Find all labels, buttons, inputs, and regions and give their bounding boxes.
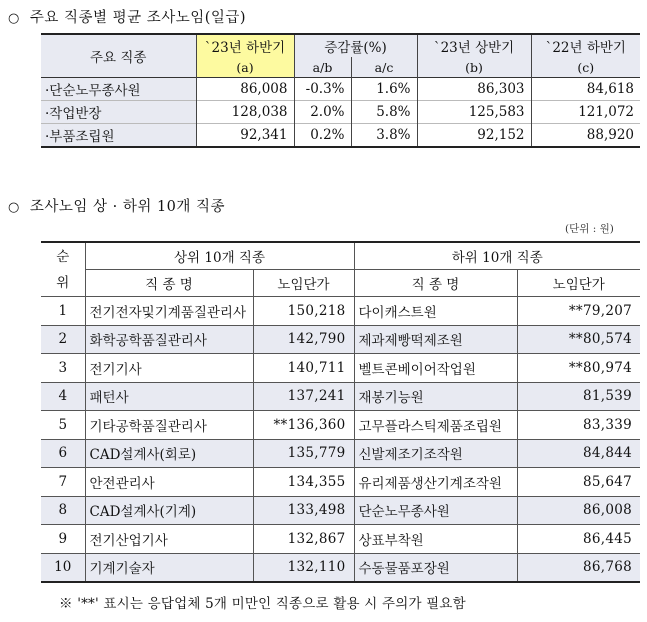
- header-rank-line1: 순: [56, 248, 70, 265]
- table-row: [41, 354, 640, 383]
- circle-bullet-icon: ○: [8, 200, 20, 215]
- rank-cell: 1: [41, 297, 85, 326]
- table-row: [41, 124, 640, 148]
- top-job-name: 전기기사: [85, 354, 253, 383]
- bottom-wage: **80,574: [517, 325, 640, 354]
- wage-c: 121,072: [531, 101, 640, 124]
- change-ac: 1.6%: [351, 78, 417, 101]
- top-job-name: 패턴사: [85, 382, 253, 411]
- top-job-name: 전기전자및기계품질관리사: [85, 297, 253, 326]
- rank-cell: 9: [41, 525, 85, 554]
- header-rank-line2: 위: [56, 274, 70, 291]
- table-row: [41, 553, 640, 582]
- header-bottom-job: 직 종 명: [354, 270, 517, 297]
- wage-a: 128,038: [196, 101, 294, 124]
- change-ab: 0.2%: [294, 124, 351, 148]
- top-wage: 132,110: [253, 553, 354, 582]
- table-row: [41, 525, 640, 554]
- header-top-group: 상위 10개 직종: [85, 242, 354, 270]
- header-top-wage: 노임단가: [253, 270, 354, 297]
- top-wage: 135,779: [253, 439, 354, 468]
- bottom-wage: **80,974: [517, 354, 640, 383]
- wage-b: 92,152: [417, 124, 531, 148]
- bottom-job-name: 재봉기능원: [354, 382, 517, 411]
- bottom-job-name: 제과제빵떡제조원: [354, 325, 517, 354]
- header-col-b-sub: (b): [417, 57, 531, 78]
- bottom-wage: 81,539: [517, 382, 640, 411]
- bottom-job-name: 다이캐스트원: [354, 297, 517, 326]
- section-title-text: 조사노임 상 · 하위 10개 직종: [29, 199, 226, 215]
- section-title-average-wage: [8, 6, 246, 27]
- unit-label: (단위 : 원): [565, 223, 614, 235]
- top-wage: 150,218: [253, 297, 354, 326]
- table2-column-header-row: [41, 270, 640, 297]
- table-row: [41, 468, 640, 497]
- change-ac: 5.8%: [351, 101, 417, 124]
- table-row: [41, 439, 640, 468]
- bottom-job-name: 유리제품생산기계조작원: [354, 468, 517, 497]
- header-change-ac: a/c: [351, 57, 417, 78]
- wage-c: 84,618: [531, 78, 640, 101]
- table-row: [41, 325, 640, 354]
- top-wage: 142,790: [253, 325, 354, 354]
- top-job-name: CAD설계사(회로): [85, 439, 253, 468]
- bottom-job-name: 단순노무종사원: [354, 496, 517, 525]
- top-wage: 140,711: [253, 354, 354, 383]
- job-name: ·부품조립원: [41, 124, 196, 148]
- rank-cell: 5: [41, 411, 85, 440]
- bottom-wage: 86,008: [517, 496, 640, 525]
- header-job: 주요 직종: [41, 34, 196, 78]
- rank-cell: 7: [41, 468, 85, 497]
- bottom-job-name: 벨트콘베이어작업원: [354, 354, 517, 383]
- bottom-wage: 84,844: [517, 439, 640, 468]
- top-wage: 132,867: [253, 525, 354, 554]
- top-wage: 137,241: [253, 382, 354, 411]
- table-row: [41, 101, 640, 124]
- change-ab: 2.0%: [294, 101, 351, 124]
- wage-c: 88,920: [531, 124, 640, 148]
- top-job-name: 전기산업기사: [85, 525, 253, 554]
- wage-b: 86,303: [417, 78, 531, 101]
- circle-bullet-icon: ○: [8, 11, 20, 26]
- top-job-name: 화학공학품질관리사: [85, 325, 253, 354]
- header-col-a-sub: (a): [196, 57, 294, 78]
- header-change-ab: a/b: [294, 57, 351, 78]
- top-wage: **136,360: [253, 411, 354, 440]
- header-bottom-wage: 노임단가: [517, 270, 640, 297]
- job-name: ·작업반장: [41, 101, 196, 124]
- section-title-text: 주요 직종별 평균 조사노임(일급): [29, 10, 247, 26]
- top-job-name: CAD설계사(기계): [85, 496, 253, 525]
- header-rank: [41, 242, 85, 297]
- job-name: ·단순노무종사원: [41, 78, 196, 101]
- change-ab: -0.3%: [294, 78, 351, 101]
- top-wage: 133,498: [253, 496, 354, 525]
- table2-group-header-row: [41, 242, 640, 270]
- bottom-wage: **79,207: [517, 297, 640, 326]
- bottom-job-name: 고무플라스틱제품조립원: [354, 411, 517, 440]
- top-bottom-wage-table: [41, 241, 640, 583]
- footnote: ※ '**' 표시는 응답업체 5개 미만인 직종으로 활용 시 주의가 필요함: [59, 596, 466, 612]
- rank-cell: 6: [41, 439, 85, 468]
- average-wage-table: [41, 33, 640, 148]
- header-col-c-sub: (c): [531, 57, 640, 78]
- table-row: [41, 78, 640, 101]
- bottom-wage: 86,445: [517, 525, 640, 554]
- bottom-job-name: 수동물품포장원: [354, 553, 517, 582]
- rank-cell: 8: [41, 496, 85, 525]
- bottom-wage: 85,647: [517, 468, 640, 497]
- rank-cell: 4: [41, 382, 85, 411]
- bottom-job-name: 상표부착원: [354, 525, 517, 554]
- table-row: [41, 382, 640, 411]
- top-job-name: 안전관리사: [85, 468, 253, 497]
- header-top-job: 직 종 명: [85, 270, 253, 297]
- bottom-job-name: 신발제조기조작원: [354, 439, 517, 468]
- table-row: [41, 297, 640, 326]
- header-col-b: `23년 상반기: [417, 34, 531, 57]
- rank-cell: 10: [41, 553, 85, 582]
- wage-b: 125,583: [417, 101, 531, 124]
- table-row: [41, 496, 640, 525]
- wage-a: 92,341: [196, 124, 294, 148]
- table1-header-row: [41, 34, 640, 57]
- bottom-wage: 86,768: [517, 553, 640, 582]
- top-wage: 134,355: [253, 468, 354, 497]
- section-title-top-bottom: [8, 195, 225, 216]
- top-job-name: 기계기술자: [85, 553, 253, 582]
- header-col-c: `22년 하반기: [531, 34, 640, 57]
- header-bottom-group: 하위 10개 직종: [354, 242, 640, 270]
- bottom-wage: 83,339: [517, 411, 640, 440]
- rank-cell: 2: [41, 325, 85, 354]
- table-row: [41, 411, 640, 440]
- rank-cell: 3: [41, 354, 85, 383]
- top-job-name: 기타공학품질관리사: [85, 411, 253, 440]
- change-ac: 3.8%: [351, 124, 417, 148]
- wage-a: 86,008: [196, 78, 294, 101]
- header-col-a: `23년 하반기: [196, 34, 294, 57]
- header-change-rate: 증감률(%): [294, 34, 417, 57]
